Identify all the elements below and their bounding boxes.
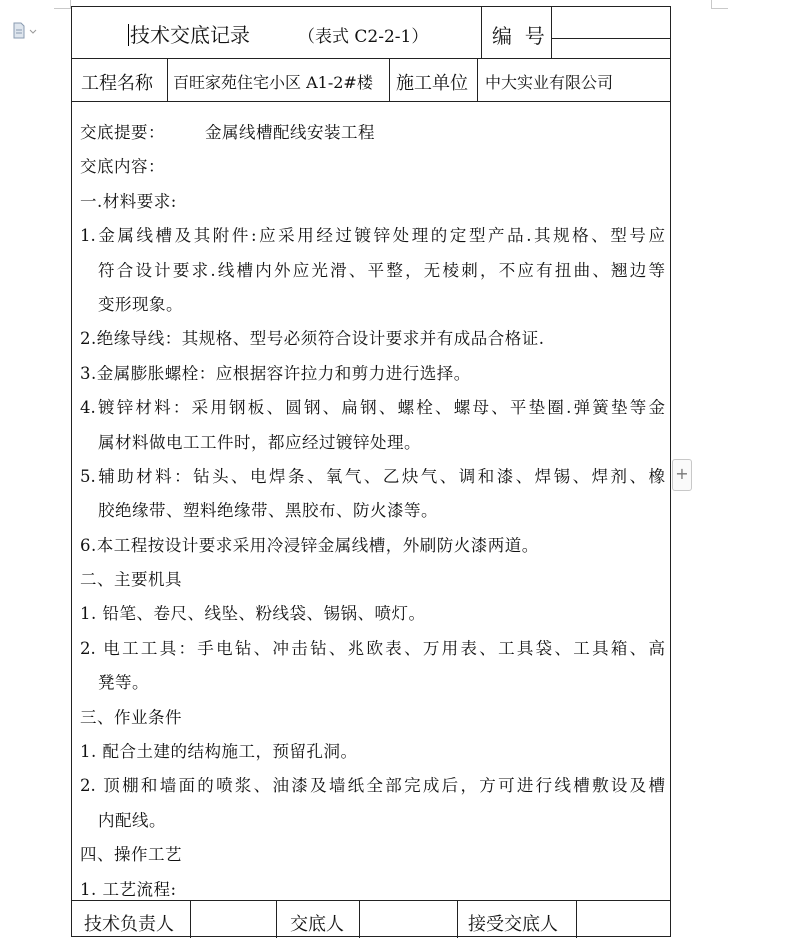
rule-project xyxy=(72,101,670,102)
summary-line xyxy=(80,116,665,150)
disclosure-form xyxy=(71,6,671,937)
number-field[interactable] xyxy=(558,15,666,35)
discloser-field[interactable] xyxy=(365,910,451,932)
content-line: 胶绝缘带、塑料绝缘带、黑胶布、防火漆等。 xyxy=(98,501,438,521)
add-button[interactable]: + xyxy=(672,459,692,491)
content-line: 5.辅助材料：钻头、电焊条、氧气、乙炔气、调和漆、焊锡、焊剂、橡 xyxy=(80,466,665,486)
summary-value: 金属线槽配线安装工程 xyxy=(205,123,375,142)
tech-lead-field[interactable] xyxy=(196,910,270,932)
content-lines xyxy=(80,185,665,907)
project-name-value[interactable]: 百旺家苑住宅小区 A1-2#楼 xyxy=(173,73,373,92)
form-title[interactable] xyxy=(128,19,250,48)
form-code: （表式 C2-2-1） xyxy=(298,27,429,47)
content-line: 1. 铅笔、卷尺、线坠、粉线袋、锡锅、喷灯。 xyxy=(80,604,426,624)
tech-lead-label: 技术负责人 xyxy=(84,914,174,935)
content-line: 1. 工艺流程: xyxy=(80,879,177,899)
content-line: 属材料做电工工件时，都应经过镀锌处理。 xyxy=(98,432,421,452)
discloser-label: 交底人 xyxy=(290,914,344,935)
project-name-label: 工程名称 xyxy=(81,73,153,94)
rule-number-field xyxy=(551,38,670,39)
content-line: 四、操作工艺 xyxy=(80,845,182,865)
content-line: 2.绝缘导线：其规格、型号必须符合设计要求并有成品合格证. xyxy=(80,329,545,349)
content-line: 符合设计要求.线槽内外应光滑、平整，无棱刺，不应有扭曲、翘边等 xyxy=(98,260,665,280)
content-line: 1.金属线槽及其附件:应采用经过镀锌处理的定型产品.其规格、型号应 xyxy=(80,226,665,246)
content-line: 二、主要机具 xyxy=(80,570,182,590)
number-label: 编 号 xyxy=(492,24,545,48)
content-line: 内配线。 xyxy=(98,810,166,830)
rule-v-number-label xyxy=(481,7,482,58)
form-title-text: 技术交底记录 xyxy=(130,23,250,47)
content-line: 1. 配合土建的结构施工，预留孔洞。 xyxy=(80,742,358,762)
content-line: 2. 电工工具：手电钻、冲击钻、兆欧表、万用表、工具袋、工具箱、高 xyxy=(80,638,665,658)
page-corner-mark-left xyxy=(54,0,71,9)
contractor-label: 施工单位 xyxy=(396,73,468,94)
summary-label: 交底提要： xyxy=(80,123,165,142)
content-line: 2. 顶棚和墙面的喷浆、油漆及墙纸全部完成后，方可进行线槽敷设及槽 xyxy=(80,776,665,796)
receiver-label: 接受交底人 xyxy=(468,914,558,935)
rule-v-contractor-label xyxy=(389,58,390,101)
content-line: 3.金属膨胀螺栓：应根据容许拉力和剪力进行选择。 xyxy=(80,363,471,383)
receiver-field[interactable] xyxy=(582,910,664,932)
text-cursor xyxy=(128,24,129,46)
content-line: 4.镀锌材料：采用钢板、圆钢、扁钢、螺栓、螺母、平垫圈.弹簧垫等金 xyxy=(80,398,665,418)
page-corner-mark-right xyxy=(711,0,728,9)
disclosure-content[interactable] xyxy=(80,116,665,907)
content-line: 6.本工程按设计要求采用冷浸锌金属线槽，外刷防火漆两道。 xyxy=(80,535,539,555)
rule-v-number-value xyxy=(551,7,552,58)
rule-v-contractor-value xyxy=(477,58,478,101)
content-line: 凳等。 xyxy=(98,673,149,693)
content-line: 三、作业条件 xyxy=(80,707,182,727)
rule-header xyxy=(72,58,670,59)
content-line: 一.材料要求: xyxy=(80,191,177,211)
content-label: 交底内容： xyxy=(80,157,165,177)
content-line: 变形现象。 xyxy=(98,294,183,314)
contractor-value[interactable]: 中大实业有限公司 xyxy=(485,73,614,92)
rule-v-project-name xyxy=(167,58,168,101)
document-icon[interactable] xyxy=(12,22,38,40)
